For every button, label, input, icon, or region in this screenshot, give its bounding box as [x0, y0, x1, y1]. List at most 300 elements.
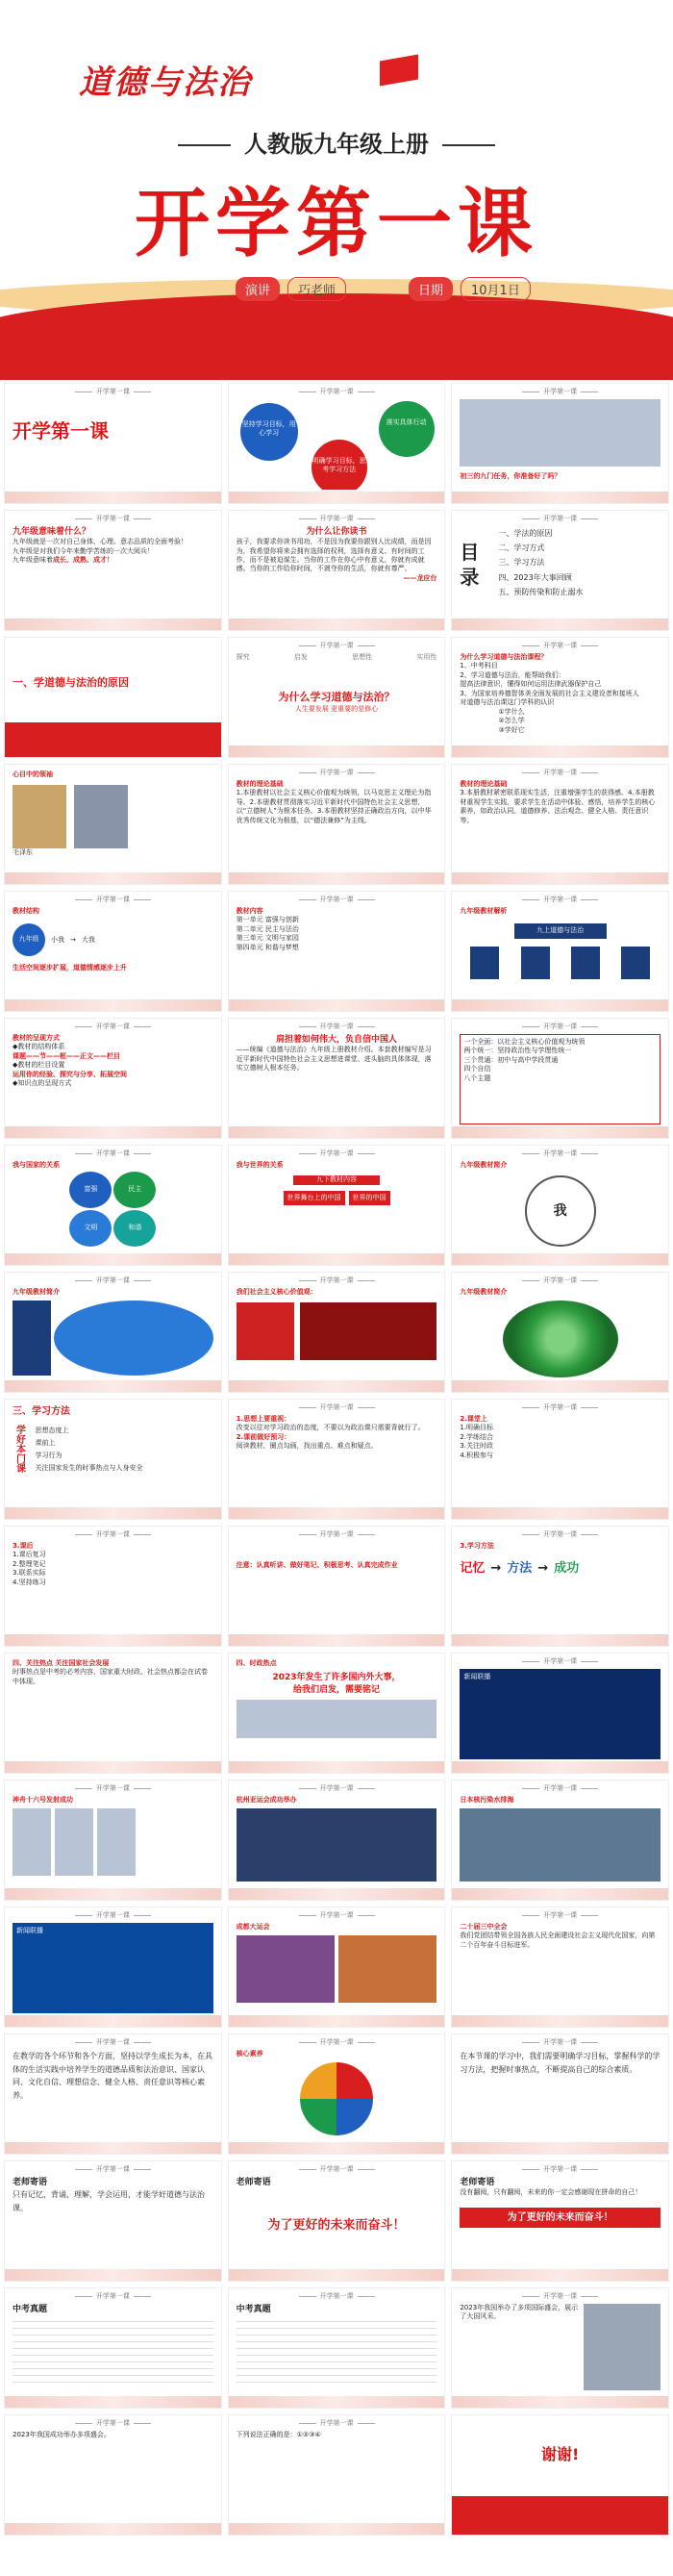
slide-header: 开学第一课: [229, 1276, 445, 1285]
slide-text: ◆教材的结构体系: [12, 1043, 65, 1051]
slide-header: 开学第一课: [5, 1149, 221, 1158]
slide-thumbnail[interactable]: [228, 2033, 446, 2155]
slide-footer: [229, 2142, 445, 2154]
slide-text: 孩子，我要求你读书用功，不是因为我要你跟别人比成绩，而是因为，我希望你将来会拥有选择的权利，选择有意义、有时间的工作，而不是被迫谋生。当你的工作在你心中有意义，你就有成就感。当你的工作给你时间，不剥夺你的生活，你就有尊严。: [236, 538, 432, 573]
slide-header: 开学第一课: [452, 642, 668, 650]
slide-footer: [5, 1888, 221, 1900]
slide-footer: [229, 492, 445, 503]
unit-item: 第四单元 和谐与梦想: [236, 943, 299, 951]
slide-header: 开学第一课: [5, 2419, 221, 2428]
slide-header: 开学第一课: [452, 2292, 668, 2301]
slide-title: 2.课堂上: [460, 1415, 487, 1423]
slide-title: 我们社会主义核心价值观：: [236, 1288, 317, 1296]
slide-footer: [452, 999, 668, 1011]
slide-title: 新闻联播: [16, 1927, 43, 1934]
slide-thumbnail[interactable]: [228, 1780, 446, 1901]
slide-header: 开学第一课: [5, 2292, 221, 2301]
slide-title: 老师寄语: [236, 2178, 271, 2187]
news-photo: [237, 1935, 335, 2003]
slide-title: 四、时政热点: [236, 1659, 277, 1667]
slide-footer: [5, 2015, 221, 2027]
slide-footer: [229, 2396, 445, 2408]
slide-thumbnail[interactable]: [228, 510, 446, 631]
slide-footer: [229, 2269, 445, 2281]
slide-header: 开学第一课: [5, 1023, 221, 1031]
slide-footer: [5, 2269, 221, 2281]
slide-thumbnail[interactable]: [451, 2033, 669, 2155]
slide-text: 提高法律意识，懂得如何运用法律武器保护自己: [460, 680, 602, 689]
slide-text: ◆知识点的呈现方式: [12, 1079, 72, 1088]
slide-header: 开学第一课: [5, 515, 221, 523]
presenter-name: 巧老师: [287, 277, 346, 301]
slide-footer: [5, 872, 221, 884]
arrow-icon: →: [537, 1561, 549, 1577]
slide-text: 九年级是对我们今年来勤学苦练的一次大阅兵！: [12, 546, 154, 555]
slide-text: ◆教材的栏目设置: [12, 1061, 65, 1070]
slide-header: 开学第一课: [452, 388, 668, 396]
slide-text: 四个自信: [463, 1065, 491, 1073]
slide-header: 开学第一课: [229, 2419, 445, 2428]
slide-header: 开学第一课: [5, 2038, 221, 2047]
slide-text: ②怎么学: [498, 717, 525, 725]
news-photo: [97, 1808, 136, 1876]
exam-text-block: [12, 2315, 213, 2383]
slide-header: 开学第一课: [452, 769, 668, 777]
unit-item: 第三单元 文明与家园: [236, 934, 299, 943]
structure-node: 小我: [51, 935, 64, 944]
slide-text: 我们党团结带领全国各族人民全面建设社会主义现代化国家，向第二个百年奋斗目标进军。: [460, 1932, 656, 1949]
slide-title: 老师寄语: [12, 2178, 48, 2187]
subject-brand: 道德与法治: [79, 63, 252, 102]
slide-title: 为什么让你读书: [306, 527, 367, 537]
literacy-wheel: [300, 2062, 373, 2135]
slide-footer: [229, 1888, 445, 1900]
ring-graphic: [503, 1301, 618, 1377]
slide-thumbnail[interactable]: [4, 764, 222, 885]
slide-header: 开学第一课: [452, 1276, 668, 1285]
contents-char: 录: [460, 566, 480, 589]
slide-header: 开学第一课: [229, 388, 445, 396]
slide-text: 课题——节——框——正文——栏目: [12, 1051, 120, 1060]
thanks-text: 谢谢!: [541, 2445, 580, 2463]
slide-thumbnail[interactable]: [451, 383, 669, 504]
slide-text: 三个贯通：初中与高中学段贯通: [463, 1055, 559, 1064]
slide-text: 2023年我国举办了多项国际盛会，展示了大国风采。: [460, 2304, 579, 2321]
quadrant-node: 和谐: [113, 1210, 156, 1247]
slide-title: 心目中的领袖: [12, 770, 53, 778]
presenter-label: 演讲: [236, 277, 280, 301]
hero-subtitle: 人教版九年级上册: [0, 125, 673, 159]
slide-thumbnail[interactable]: [228, 764, 446, 885]
quadrant-node: 富强: [69, 1172, 112, 1208]
method-item: 学习行为: [35, 1452, 62, 1460]
slide-footer: [452, 1507, 668, 1519]
slide-header: 开学第一课: [229, 1530, 445, 1539]
goal-circle: 坚持学习目标，用心学习: [240, 403, 298, 461]
slide-thumbnail[interactable]: [451, 1272, 669, 1393]
slide-title: 我与世界的关系: [236, 1161, 284, 1169]
values-banner: [300, 1302, 437, 1360]
slide-title: 3.学习方法: [460, 1542, 494, 1550]
slide-footer: [452, 2396, 668, 2408]
tree-leaf: [621, 947, 650, 979]
hero-red-wave: [0, 293, 673, 380]
contents-item[interactable]: 一、学法的原因: [498, 529, 553, 538]
slide-text: 一个全面：以社会主义核心价值观为统领: [463, 1038, 586, 1046]
slide-thumbnail[interactable]: [228, 2414, 446, 2536]
slide-text: ①学什么: [498, 707, 525, 716]
slide-text: 九年级就是一次对自己身体、心理、意志品质的全面考验！: [12, 538, 187, 546]
slide-header: 开学第一课: [229, 1023, 445, 1031]
slide-thumbnail[interactable]: [451, 1653, 669, 1774]
slide-thumbnail[interactable]: [228, 891, 446, 1012]
slide-highlight: 成长、成熟、成才！: [53, 556, 113, 565]
slide-thumbnail[interactable]: [228, 1018, 446, 1139]
slide-title: 九年级教材简介: [12, 1288, 60, 1296]
exam-text-block: [237, 2315, 437, 2383]
slide-footer: [452, 1253, 668, 1265]
portrait-photo: [12, 785, 66, 848]
slide-header: 开学第一课: [229, 1403, 445, 1412]
step-word: 探究: [236, 653, 250, 661]
slide-footer: [5, 1380, 221, 1392]
slide-thumbnail[interactable]: [451, 1526, 669, 1647]
slide-footer: [452, 1634, 668, 1646]
slide-footer: [229, 1761, 445, 1773]
method-item: 课前上: [35, 1438, 56, 1447]
slide-text: 2023年我国成功举办多项盛会。: [12, 2431, 111, 2438]
slide-title: 成都大运会: [236, 1923, 270, 1931]
title-slide: [0, 0, 673, 380]
slide-subtext: 人生要发展 更重要的是修心: [294, 705, 379, 714]
slide-thumbnail[interactable]: [4, 383, 222, 504]
arrow-icon: →: [490, 1561, 502, 1577]
slide-header: 开学第一课: [229, 769, 445, 777]
slide-title: 教材内容: [236, 907, 263, 915]
news-photo: [338, 1935, 436, 2003]
slide-title: 二十届三中全会: [460, 1923, 508, 1931]
step-word: 思想性: [352, 653, 373, 661]
news-photo: [12, 1808, 51, 1876]
slide-header: 开学第一课: [229, 515, 445, 523]
slide-text: 2、学习道德与法治，能帮助我们：: [460, 670, 565, 679]
slide-title: 九年级教材简介: [460, 1288, 508, 1296]
slide-footer: [5, 2142, 221, 2154]
slide-text: 运用你的经验、探究与分享、拓展空间: [12, 1070, 127, 1078]
slide-header: 开学第一课: [452, 515, 668, 523]
classroom-photo: [460, 399, 661, 467]
slide-text: 改变以往对学习政治的态度，不要以为政治课只需要背就行了。: [236, 1424, 425, 1432]
slide-footer: [229, 1380, 445, 1392]
slide-title: 教材的呈现方式: [12, 1034, 60, 1042]
slide-footer: [5, 2523, 221, 2535]
slide-header: 开学第一课: [229, 896, 445, 904]
slide-thumbnail[interactable]: [451, 764, 669, 885]
slide-text: 1.本册教材以社会主义核心价值观为统领，以马克思主义理论为指导。2.本册教材贯彻落实习近平新时代中国特色社会主义思想，以“立德树人”为根本任务。3.本册教材坚持正确政治方向，以中华优秀传统文化为根基，以“德法兼修”为主线。: [236, 789, 432, 824]
slide-footer: [229, 1634, 445, 1646]
slide-thumbnail[interactable]: [4, 1018, 222, 1139]
slide-header: 开学第一课: [452, 1149, 668, 1158]
contents-list: [498, 526, 583, 617]
slide-title: 中考真题: [12, 2305, 48, 2314]
slide-thumbnail[interactable]: [4, 637, 222, 758]
slide-text: 在本节课的学习中，我们需要明确学习目标，掌握科学的学习方法，把握时事热点，不断提高自己的综合素质。: [460, 2052, 661, 2074]
slide-thumbnail[interactable]: [228, 1272, 446, 1393]
slide-text: 1.课后复习: [12, 1551, 46, 1559]
flow-word: 方法: [507, 1561, 533, 1577]
slide-thumbnail[interactable]: [4, 1653, 222, 1774]
arrow-icon: →: [70, 935, 76, 944]
slide-thumbnail[interactable]: [228, 637, 446, 758]
slide-text: 2.整理笔记: [12, 1559, 46, 1568]
slide-thumbnail[interactable]: [4, 2414, 222, 2536]
slide-title: 肩担着如何伟大，负自信中国人: [276, 1035, 398, 1045]
slide-header: 开学第一课: [452, 1023, 668, 1031]
arc-graphic: [54, 1301, 213, 1376]
unit-item: 第二单元 民主与法治: [236, 924, 299, 933]
slide-thumbnail[interactable]: [451, 891, 669, 1012]
tree-leaf: [470, 947, 499, 979]
slide-header: 开学第一课: [452, 1530, 668, 1539]
center-circle: 我: [525, 1175, 596, 1247]
slide-footer: [229, 1507, 445, 1519]
slide-title: 为什么学习道德与法治课程？: [460, 653, 548, 661]
slide-thumbnail[interactable]: [4, 510, 222, 631]
slide-text: 2023年发生了许多国内外大事，: [272, 1673, 401, 1683]
step-word: 实用性: [416, 653, 437, 661]
slide-thumbnail[interactable]: [4, 1780, 222, 1901]
slide-footer: [452, 2269, 668, 2281]
slide-title: 核心素养: [236, 2050, 263, 2058]
slide-text: 只有记忆，背诵，理解，学会运用，才能学好道德与法治课。: [12, 2190, 205, 2212]
slide-thumbnail[interactable]: [451, 637, 669, 758]
slide-thumbnail[interactable]: [4, 2033, 222, 2155]
structure-node: 大我: [81, 935, 95, 944]
slide-header: 开学第一课: [229, 2292, 445, 2301]
slide-title: 3.课后: [12, 1542, 34, 1550]
slide-footer: [229, 999, 445, 1011]
slide-thumbnail[interactable]: [228, 383, 446, 504]
presenter-row: [236, 277, 346, 301]
slide-thumbnail[interactable]: [451, 2287, 669, 2409]
slide-title: 老师寄语: [460, 2178, 495, 2187]
date-label: 日期: [409, 277, 453, 301]
slide-header: 开学第一课: [5, 1911, 221, 1920]
slide-footer: [452, 2142, 668, 2154]
slide-text: 对道德与法治课这门学科的认识: [460, 698, 555, 707]
slide-footer: [229, 2015, 445, 2027]
slide-footer: [452, 1888, 668, 1900]
slide-thumbnail[interactable]: [4, 1526, 222, 1647]
slide-thumbnail[interactable]: [451, 1907, 669, 2028]
slide-header: 开学第一课: [229, 1784, 445, 1793]
slide-footer: [452, 1126, 668, 1138]
slide-header: 开学第一课: [5, 1530, 221, 1539]
slide-header: 开学第一课: [5, 388, 221, 396]
slide-text: 八个主题: [463, 1073, 491, 1082]
slide-thumbnail[interactable]: [451, 1399, 669, 1520]
slide-text: 时事热点是中考的必考内容，国家重大时政、社会热点都会在试卷中体现。: [12, 1668, 208, 1685]
slide-header: 开学第一课: [452, 1657, 668, 1666]
section-title: 三、学习方法: [12, 1406, 70, 1417]
date-row: [409, 277, 531, 301]
slide-footer: [229, 872, 445, 884]
building-photo: [584, 2304, 661, 2390]
slide-text: 3.联系实际: [12, 1569, 46, 1578]
slide-header: 开学第一课: [229, 2038, 445, 2047]
slide-text: 3.本册教材紧密联系现实生活，注重增强学生的获得感。4.本册教材重视学生实践，要求学生在活动中体验、感悟，培养学生的核心素养，如政治认同、道德修养、法治观念、健全人格、责任意识等。: [460, 789, 656, 824]
slide-thumbnail[interactable]: [228, 1526, 446, 1647]
slide-text: 4.坚持练习: [12, 1578, 46, 1586]
relation-box: 世界舞台上的中国: [284, 1191, 345, 1205]
slide-footer: [452, 2015, 668, 2027]
unit-item: 第一单元 富强与创新: [236, 916, 299, 924]
slide-thumbnail[interactable]: [228, 2287, 446, 2409]
slide-signature: ——龙应台: [403, 573, 437, 582]
slide-title: 日本核污染水排海: [460, 1796, 514, 1804]
tree-leaf: [571, 947, 600, 979]
news-photo: [237, 1808, 437, 1881]
slide-thumbnail[interactable]: [4, 1399, 222, 1520]
slide-header: 开学第一课: [229, 2165, 445, 2174]
slide-footer: [452, 619, 668, 630]
slide-header: 开学第一课: [229, 1149, 445, 1158]
slide-text: 1.明确目标: [460, 1424, 494, 1432]
step-word: 启发: [293, 653, 308, 661]
slide-footer: [5, 2396, 221, 2408]
slide-note: 生活空间逐步扩展，道德情感逐步上升: [12, 964, 127, 972]
slide-question: 九年级意味着什么？: [12, 527, 91, 537]
slide-question: 为什么学习道德与法治？: [278, 691, 395, 704]
slide-footer: [452, 872, 668, 884]
flow-word: 记忆: [460, 1561, 486, 1577]
slide-thumbnail[interactable]: [4, 1145, 222, 1266]
slide-thumbnail[interactable]: [451, 1018, 669, 1139]
slide-footer: [5, 999, 221, 1011]
slide-slogan: 为了更好的未来而奋斗！: [460, 2208, 661, 2229]
contents-item[interactable]: 三、学习方法: [498, 558, 545, 568]
slide-thumbnail[interactable]: [451, 510, 669, 631]
slide-text: 4.积极参与: [460, 1451, 494, 1459]
slide-text: 注意：认真听讲、做好笔记、积极思考、认真完成作业: [236, 1561, 398, 1569]
portrait-photo: [74, 785, 128, 848]
slide-header: 开学第一课: [452, 896, 668, 904]
goal-circle: 落实具体行动: [379, 401, 435, 457]
contents-item[interactable]: 二、学习方式: [498, 543, 545, 553]
slide-title: 四、关注热点 关注国家社会发展: [12, 1659, 110, 1667]
slide-thumbnail[interactable]: [4, 2160, 222, 2282]
slide-header: 开学第一课: [5, 1784, 221, 1793]
slide-header: 开学第一课: [452, 1911, 668, 1920]
slide-text: ——统编《道德与法治》九年级上册教材介绍。本套教材编写是习近平新时代中国特色社会主义思想进课堂、进头脑的具体体现，落实立德树人根本任务。: [236, 1046, 432, 1073]
slide-title: 教材的理论基础: [460, 780, 508, 788]
slide-header: 开学第一课: [452, 2165, 668, 2174]
date-value: 10月1日: [461, 277, 531, 301]
slide-text: 2.课前做好预习：: [236, 1432, 291, 1441]
news-photo: [237, 1700, 437, 1738]
chart-box: [12, 1301, 51, 1376]
slide-text: 1.思想上要重视：: [236, 1415, 291, 1423]
flag-icon: [380, 54, 418, 86]
slide-footer: [5, 1253, 221, 1265]
slide-footer: [5, 1126, 221, 1138]
section-title: 一、学道德与法治的原因: [12, 676, 129, 689]
slide-title: 九年级教材解析: [460, 907, 508, 915]
slide-footer: [5, 1761, 221, 1773]
slide-thumbnail[interactable]: [4, 1907, 222, 2028]
slide-slogan: 为了更好的未来而奋斗！: [267, 2218, 406, 2234]
slide-footer: [229, 2523, 445, 2535]
photo-caption: 毛泽东: [12, 848, 33, 857]
slide-text: 2.学练结合: [460, 1432, 494, 1441]
goal-circle: 明确学习目标，思考学习方法: [312, 440, 367, 490]
contents-item[interactable]: 五、预防传染和防止溺水: [498, 587, 584, 596]
slide-title: 神舟十六号发射成功: [12, 1796, 73, 1804]
slide-thumbnail[interactable]: [4, 2287, 222, 2409]
slide-footer: [229, 745, 445, 757]
slide-text: 阅读教材，圈点勾画，找出重点、难点和疑点。: [236, 1442, 378, 1451]
slide-text: 下列说法正确的是：①②③④: [236, 2431, 321, 2438]
slide-thumbnail[interactable]: [228, 1145, 446, 1266]
slide-thumbnail[interactable]: [4, 891, 222, 1012]
tree-root: 九上道德与法治: [514, 923, 607, 938]
slide-header: 开学第一课: [5, 896, 221, 904]
slide-header: 开学第一课: [5, 2165, 221, 2174]
side-label: 学好本门课: [13, 1424, 25, 1473]
slide-grid: [0, 383, 673, 2541]
slide-text: 给我们启发，需要铭记: [293, 1684, 381, 1695]
slide-footer: [452, 1761, 668, 1773]
slide-footer: [229, 619, 445, 630]
slide-footer: [5, 722, 221, 757]
quadrant-node: 民主: [113, 1172, 156, 1208]
slide-footer: [452, 492, 668, 503]
slide-title: 教材的理论基础: [236, 780, 284, 788]
slide-thumbnail[interactable]: [451, 2160, 669, 2282]
tree-leaf: [521, 947, 550, 979]
slide-header: 开学第一课: [452, 1784, 668, 1793]
slide-thumbnail[interactable]: [451, 1780, 669, 1901]
slide-thumbnail[interactable]: [451, 2414, 669, 2536]
slide-title: 新闻联播: [463, 1673, 491, 1680]
slide-text: 3.关注时政: [460, 1442, 494, 1451]
slide-thumbnail[interactable]: [228, 1907, 446, 2028]
structure-node: 九年级: [12, 923, 45, 956]
slide-title: 我与国家的关系: [12, 1161, 60, 1169]
slide-thumbnail[interactable]: [228, 2160, 446, 2282]
slide-thumbnail[interactable]: [228, 1653, 446, 1774]
contents-item[interactable]: 四、2023年大事回顾: [498, 572, 572, 582]
news-photo: [460, 1808, 661, 1881]
slide-thumbnail[interactable]: [4, 1272, 222, 1393]
news-photo: [55, 1808, 93, 1876]
slide-thumbnail[interactable]: [228, 1399, 446, 1520]
slide-footer: [452, 1380, 668, 1392]
hero-title: 开学第一课: [134, 181, 538, 267]
slide-header: 开学第一课: [5, 1276, 221, 1285]
slide-title: 杭州亚运会成功举办: [236, 1796, 297, 1804]
quadrant-node: 文明: [69, 1210, 112, 1247]
slide-header: 开学第一课: [452, 1403, 668, 1412]
slide-text: 1、中考科目: [460, 662, 498, 670]
slide-text: 九年级意味着: [12, 556, 53, 565]
slide-header: 开学第一课: [452, 2038, 668, 2047]
slide-footer: [452, 2496, 668, 2535]
slide-text: 没有翻阅，只有翻阅，未来的你一定会感谢现在拼命的自己！: [460, 2188, 642, 2197]
slide-text: ③学好它: [498, 725, 525, 734]
slide-text: 3、为国家培养德智体美全面发展的社会主义建设者和接班人: [460, 689, 639, 697]
slide-thumbnail[interactable]: [451, 1145, 669, 1266]
